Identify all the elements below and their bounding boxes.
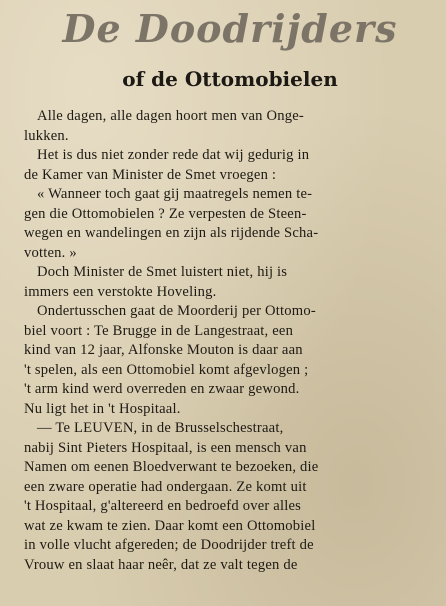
article-subheadline: of de Ottomobielen xyxy=(122,67,338,91)
article-line: Het is dus niet zonder rede dat wij gedurig in xyxy=(37,147,310,163)
article-line: Namen om eenen Bloedverwant te bezoeken, die xyxy=(24,459,319,475)
article-line: nabij Sint Pieters Hospitaal, is een mensch van xyxy=(24,439,307,456)
article-line: 't Hospitaal, g'altereerd en bedroefd over alles xyxy=(24,498,302,514)
article-line: lukken. xyxy=(24,127,69,144)
article-line: — Te LEUVEN, in de Brusselschestraat, xyxy=(37,420,284,436)
article-line: votten. » xyxy=(24,244,77,261)
article-line: Ondertusschen gaat de Moorderij per Ottomo- xyxy=(37,303,316,319)
article-line: « Wanneer toch gaat gij maatregels nemen te- xyxy=(37,186,313,202)
article-line: Vrouw en slaat haar neêr, dat ze valt tegen de xyxy=(24,556,298,573)
article-line: een zware operatie had ondergaan. Ze komt uit xyxy=(24,478,307,495)
article-line: biel voort : Te Brugge in de Langestraat, een xyxy=(24,322,294,339)
article-line: immers een verstokte Hoveling. xyxy=(24,283,217,300)
article-line: Doch Minister de Smet luistert niet, hij is xyxy=(37,264,288,280)
article-line: Nu ligt het in 't Hospitaal. xyxy=(24,400,181,417)
article-line: de Kamer van Minister de Smet vroegen : xyxy=(24,166,277,183)
article-body xyxy=(24,107,436,575)
article-line: Alle dagen, alle dagen hoort men van Onge- xyxy=(37,108,304,124)
article-line: 't arm kind werd overreden en zwaar gewond. xyxy=(24,381,300,397)
article-line: wat ze kwam te zien. Daar komt een Ottomobiel xyxy=(24,517,316,534)
article-line: kind van 12 jaar, Alfonske Mouton is daar aan xyxy=(24,342,303,358)
article-line: gen die Ottomobielen ? Ze verpesten de Steen- xyxy=(24,205,307,222)
article-line: 't spelen, als een Ottomobiel komt afgevlogen ; xyxy=(24,361,309,378)
article-line: in volle vlucht afgereden; de Doodrijder treft de xyxy=(24,537,314,553)
article-line: wegen en wandelingen en zijn als rijdende Scha- xyxy=(24,225,319,241)
article-headline: De Doodrijders xyxy=(62,6,398,51)
